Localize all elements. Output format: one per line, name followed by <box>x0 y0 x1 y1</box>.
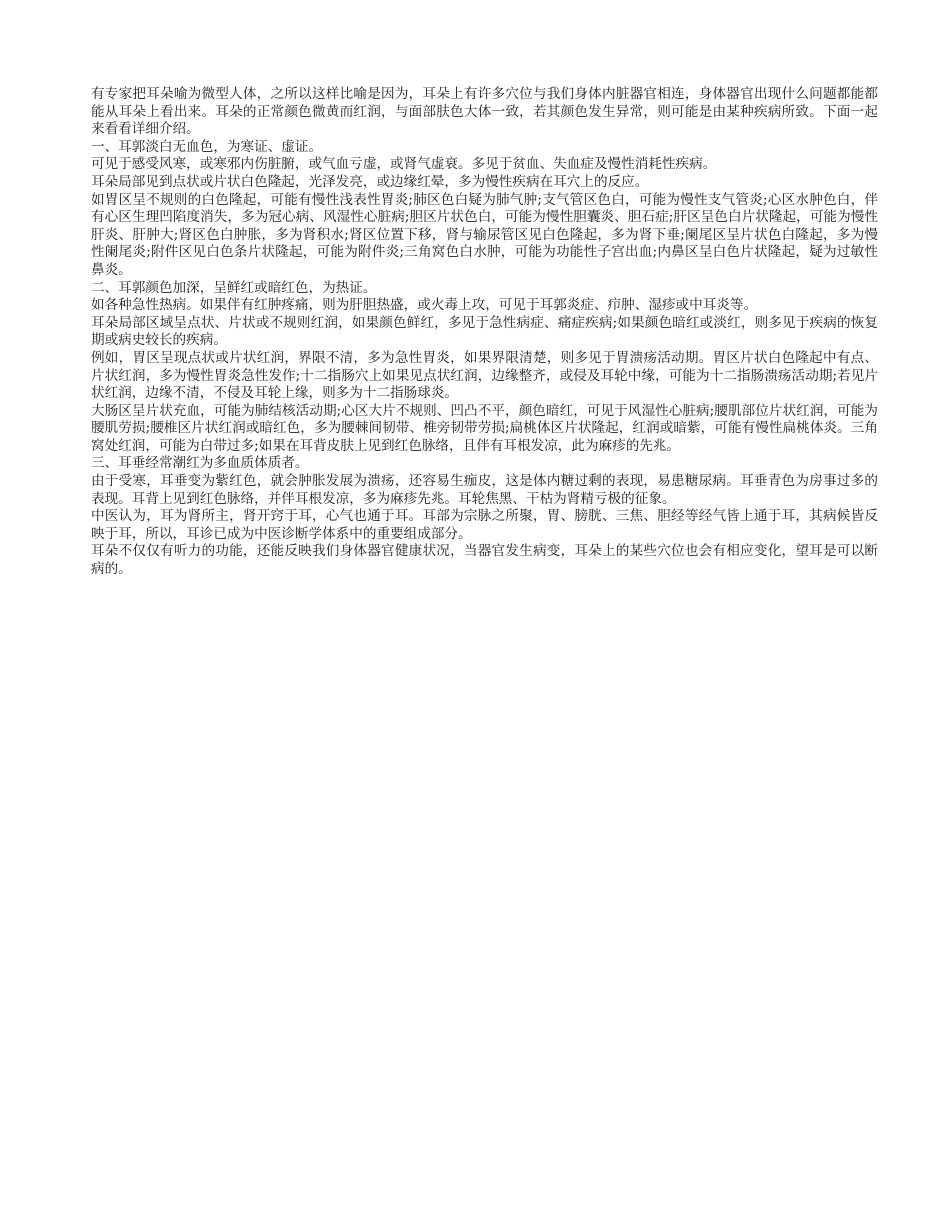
body-paragraph: 大肠区呈片状充血，可能为肺结核活动期;心区大片不规则、凹凸不平，颜色暗红，可见于风湿性心脏病;腰肌部位片状红润，可能为腰肌劳损;腰椎区片状红润或暗红色，多为腰棘间韧带、椎旁韧带劳损;扁桃体区片状隆起，红润或暗紫，可能有慢性扁桃体炎。三角窝处红润，可能为白带过多;如果在耳背皮肤上见到红色脉络，且伴有耳根发凉，此为麻疹的先兆。 <box>91 402 878 454</box>
closing-paragraph: 耳朵不仅仅有听力的功能，还能反映我们身体器官健康状况，当器官发生病变，耳朵上的某些穴位也会有相应变化，望耳是可以断病的。 <box>91 543 878 578</box>
body-paragraph: 中医认为，耳为肾所主，肾开窍于耳，心气也通于耳。耳部为宗脉之所聚，胃、膀胱、三焦、胆经等经气皆上通于耳，其病候皆反映于耳，所以，耳诊已成为中医诊断学体系中的重要组成部分。 <box>91 508 878 542</box>
section-heading-2: 二、耳郭颜色加深，呈鲜红或暗红色，为热证。 <box>91 279 377 296</box>
section-heading-1: 一、耳郭淡白无血色，为寒证、虚证。 <box>91 138 323 155</box>
body-paragraph: 如胃区呈不规则的白色隆起，可能有慢性浅表性胃炎;肺区色白疑为肺气肿;支气管区色白，可能为慢性支气管炎;心区水肿色白，伴有心区生理凹陷度消失，多为冠心病、风湿性心脏病;胆区片状色白，可能为慢性胆囊炎、胆石症;肝区呈色白片状隆起，可能为慢性肝炎、肝肿大;肾区色白肿胀，多为肾积水;肾区位置下移，肾与输尿管区见白色隆起，多为肾下垂;阑尾区呈片状色白隆起，多为慢性阑尾炎;附件区见白色条片状隆起，可能为附件炎;三角窝色白水肿，可能为功能性子宫出血;内鼻区呈白色片状隆起，疑为过敏性鼻炎。 <box>91 191 878 278</box>
body-paragraph: 可见于感受风寒，或寒邪内伤脏腑，或气血亏虚，或肾气虚衰。多见于贫血、失血症及慢性消耗性疾病。 <box>91 156 717 173</box>
body-paragraph: 耳朵局部见到点状或片状白色隆起，光泽发亮，或边缘红晕，多为慢性疾病在耳穴上的反应。 <box>91 173 649 190</box>
section-heading-3: 三、耳垂经常潮红为多血质体质者。 <box>91 455 309 472</box>
intro-paragraph: 有专家把耳朵喻为微型人体，之所以这样比喻是因为，耳朵上有许多穴位与我们身体内脏器官相连，身体器官出现什么问题都能都能从耳朵上看出来。耳朵的正常颜色微黄而红润，与面部肤色大体一致，若其颜色发生异常，则可能是由某种疾病所致。下面一起来看看详细介绍。 <box>91 86 878 138</box>
article-body <box>91 86 878 579</box>
body-paragraph: 如各种急性热病。如果伴有红肿疼痛，则为肝胆热盛，或火毒上攻，可见于耳郭炎症、疖肿、湿疹或中耳炎等。 <box>91 297 758 314</box>
body-paragraph: 由于受寒，耳垂变为紫红色，就会肿胀发展为溃疡，还容易生痂皮，这是体内糖过剩的表现，易患糖尿病。耳垂青色为房事过多的表现。耳背上见到红色脉络，并伴耳根发凉，多为麻疹先兆。耳轮焦黑、干枯为肾精亏极的征象。 <box>91 473 878 507</box>
body-paragraph: 耳朵局部区域呈点状、片状或不规则红润，如果颜色鲜红，多见于急性病症、痛症疾病;如果颜色暗红或淡红，则多见于疾病的恢复期或病史较长的疾病。 <box>91 314 878 349</box>
body-paragraph: 例如，胃区呈现点状或片状红润，界限不清，多为急性胃炎，如果界限清楚，则多见于胃溃疡活动期。胃区片状白色隆起中有点、片状红润，多为慢性胃炎急性发作;十二指肠穴上如果见点状红润，边缘整齐，或侵及耳轮中缘，可能为十二指肠溃疡活动期;若见片状红润，边缘不清，不侵及耳轮上缘，则多为十二指肠球炎。 <box>91 349 878 402</box>
